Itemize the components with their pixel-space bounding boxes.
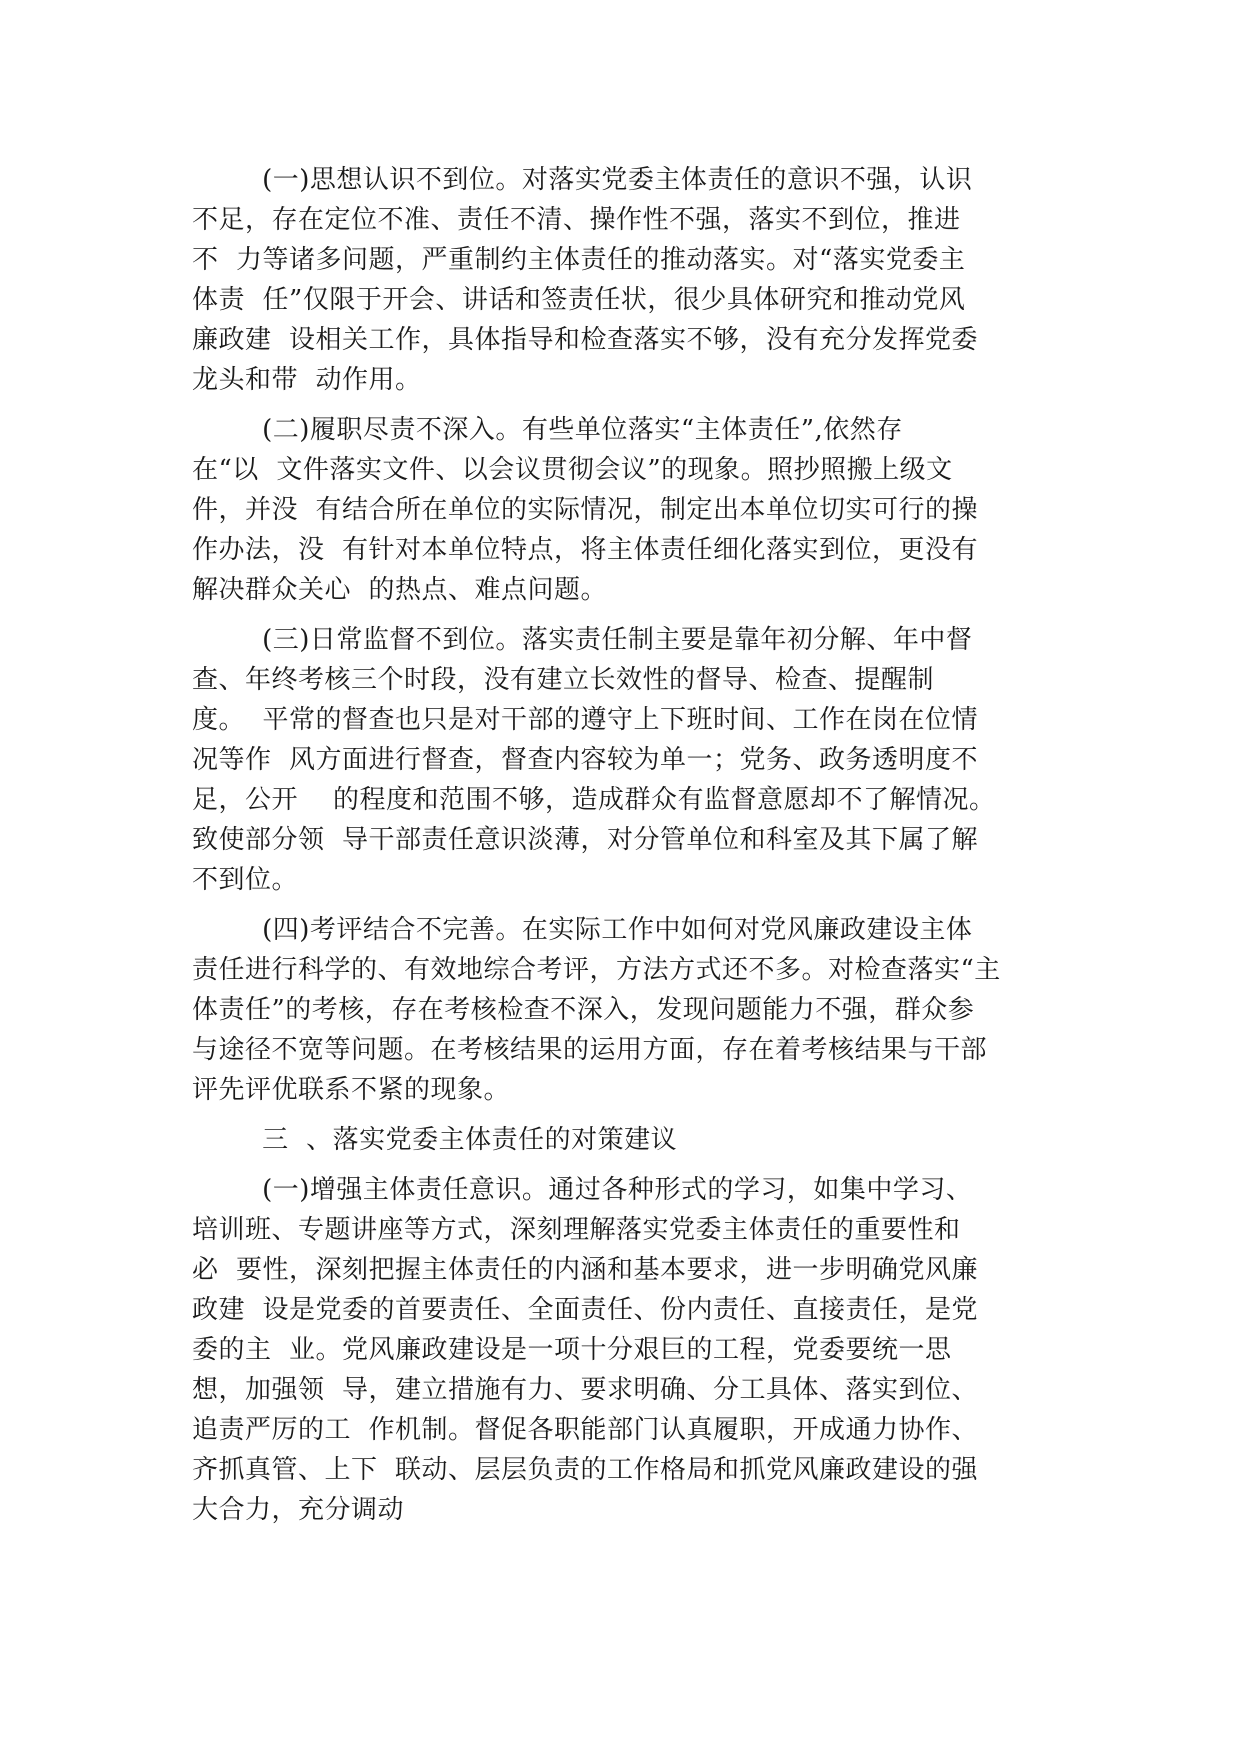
text-line: 查、年终考核三个时段，没有建立长效性的督导、检查、提醒制 [192, 665, 935, 695]
paragraph [192, 1120, 1052, 1160]
text-line: 追责严厉的工 作机制。督促各职能部门认真履职，开成通力协作、 [192, 1415, 979, 1445]
text-line: 致使部分领 导干部责任意识淡薄，对分管单位和科室及其下属了解 [192, 825, 979, 855]
text-line: 足，公开 的程度和范围不够，造成群众有监督意愿却不了解情况。 [192, 785, 996, 815]
text-line: (一)思想认识不到位。对落实党委主体责任的意识不强，认识 [192, 165, 973, 195]
text-line: (二)履职尽责不深入。有些单位落实“主体责任”,依然存 [192, 415, 903, 445]
text-line: 件，并没 有结合所在单位的实际情况，制定出本单位切实可行的操 [192, 495, 979, 525]
text-line: 政建 设是党委的首要责任、全面责任、份内责任、直接责任，是党 [192, 1295, 979, 1325]
text-line: 评先评优联系不紧的现象。 [192, 1075, 511, 1105]
text-line: 在“以 文件落实文件、以会议贯彻会议”的现象。照抄照搬上级文 [192, 455, 953, 485]
text-line: 廉政建 设相关工作，具体指导和检查落实不够，没有充分发挥党委 [192, 325, 979, 355]
text-line: 作办法，没 有针对本单位特点，将主体责任细化落实到位，更没有 [192, 535, 979, 565]
text-line: 与途径不宽等问题。在考核结果的运用方面，存在着考核结果与干部 [192, 1035, 988, 1065]
text-line: 齐抓真管、上下 联动、层层负责的工作格局和抓党风廉政建设的强 [192, 1455, 979, 1485]
text-line: 况等作 风方面进行督查，督查内容较为单一；党务、政务透明度不 [192, 745, 979, 775]
text-line: 解决群众关心 的热点、难点问题。 [192, 575, 608, 605]
text-line: (四)考评结合不完善。在实际工作中如何对党风廉政建设主体 [192, 915, 973, 945]
document-body [192, 160, 1052, 1540]
text-line: 体责任”的考核，存在考核检查不深入，发现问题能力不强，群众参 [192, 995, 975, 1025]
text-line: 委的主 业。党风廉政建设是一项十分艰巨的工程，党委要统一思 [192, 1335, 952, 1365]
text-line: 三 、落实党委主体责任的对策建议 [192, 1125, 678, 1155]
text-line: 龙头和带 动作用。 [192, 365, 422, 395]
paragraph [192, 410, 1052, 610]
text-line: 必 要性，深刻把握主体责任的内涵和基本要求，进一步明确党风廉 [192, 1255, 979, 1285]
text-line: 不足，存在定位不准、责任不清、操作性不强，落实不到位，推进 [192, 205, 961, 235]
text-line: 不 力等诸多问题，严重制约主体责任的推动落实。对“落实党委主 [192, 245, 966, 275]
paragraph [192, 910, 1052, 1110]
text-line: 大合力，充分调动 [192, 1495, 405, 1525]
paragraph [192, 620, 1052, 900]
text-line: (三)日常监督不到位。落实责任制主要是靠年初分解、年中督 [192, 625, 973, 655]
text-line: (一)增强主体责任意识。通过各种形式的学习，如集中学习、 [192, 1175, 973, 1205]
text-line: 想，加强领 导，建立措施有力、要求明确、分工具体、落实到位、 [192, 1375, 979, 1405]
paragraph [192, 1170, 1052, 1530]
text-line: 度。 平常的督查也只是对干部的遵守上下班时间、工作在岗在位情 [192, 705, 979, 735]
text-line: 不到位。 [192, 865, 299, 895]
paragraph [192, 160, 1052, 400]
text-line: 培训班、专题讲座等方式，深刻理解落实党委主体责任的重要性和 [192, 1215, 961, 1245]
text-line: 体责 任”仅限于开会、讲话和签责任状，很少具体研究和推动党风 [192, 285, 966, 315]
text-line: 责任进行科学的、有效地综合考评，方法方式还不多。对检查落实“主 [192, 955, 1001, 985]
